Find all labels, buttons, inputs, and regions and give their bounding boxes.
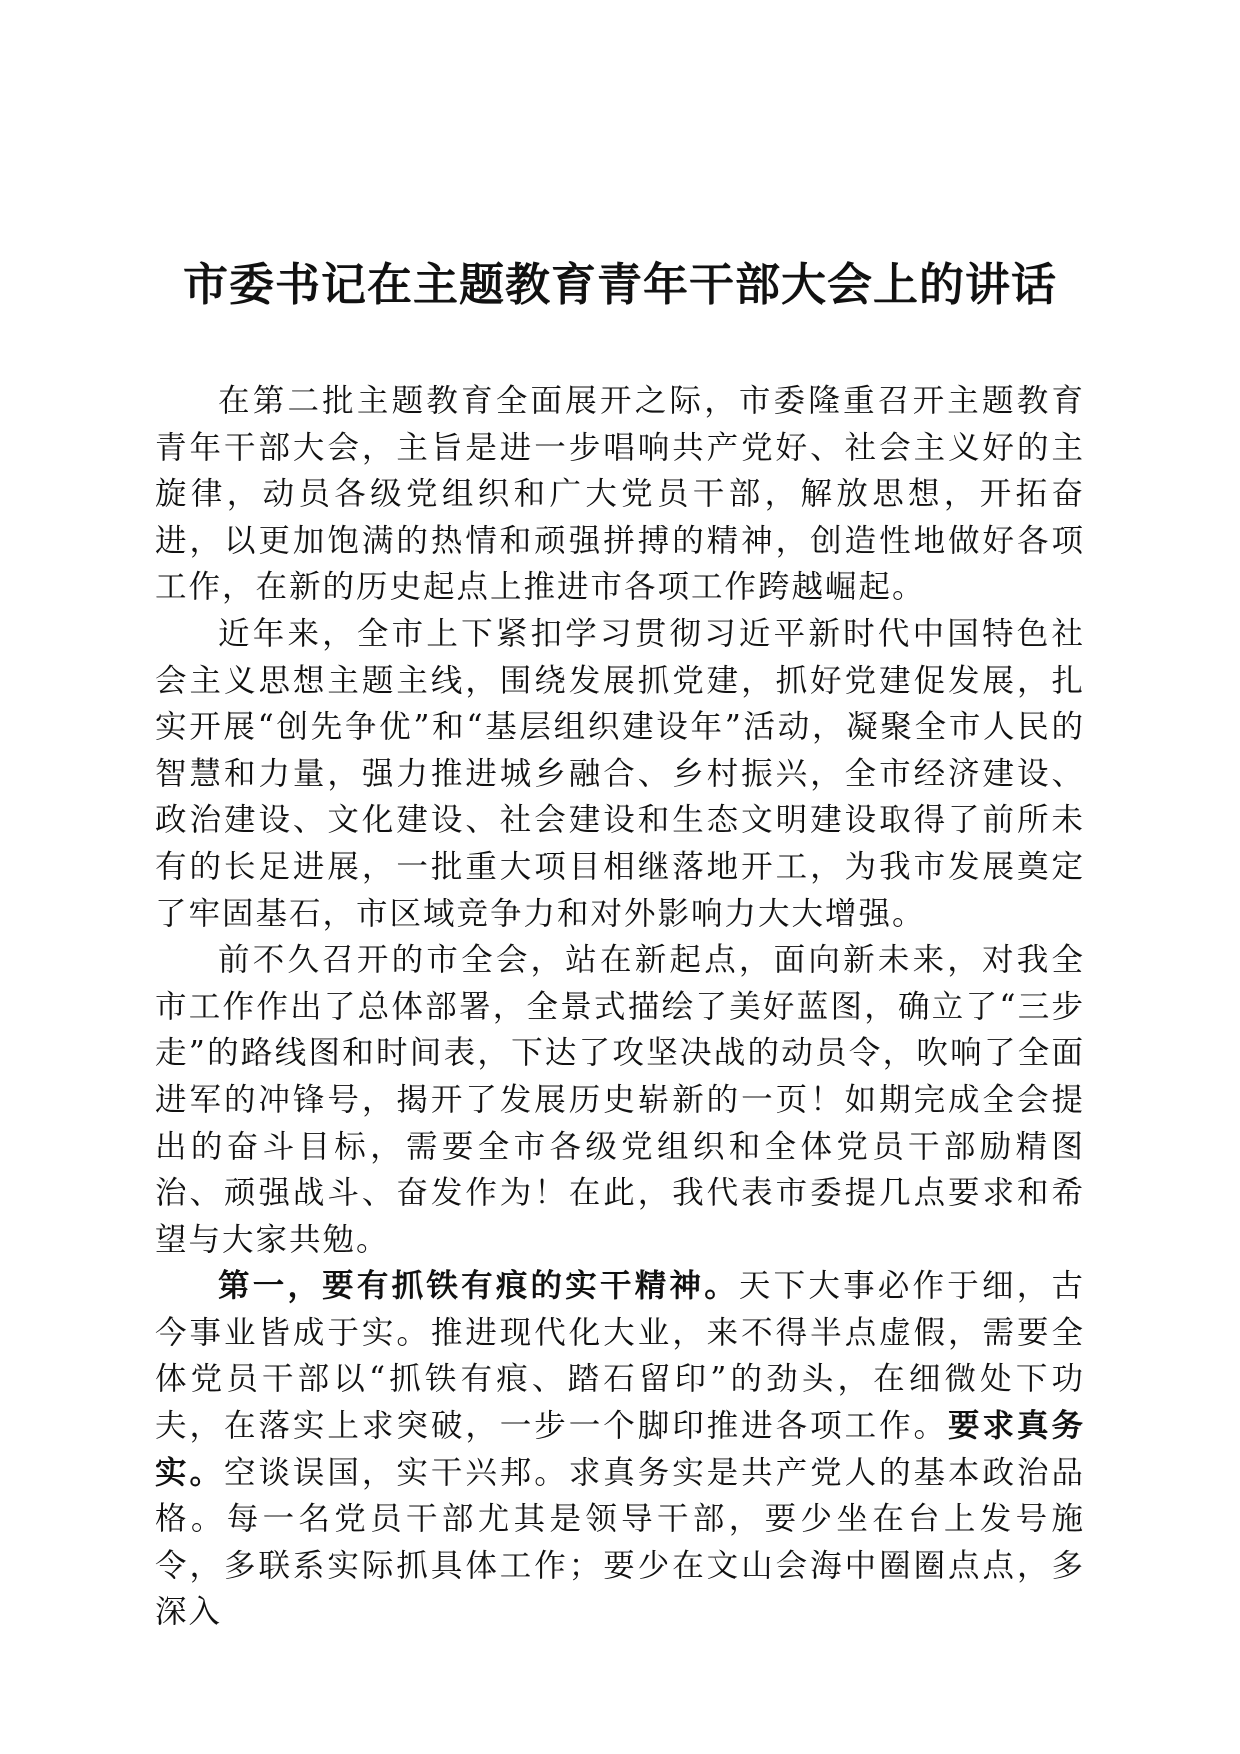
paragraph-1: 在第二批主题教育全面展开之际，市委隆重召开主题教育青年干部大会，主旨是进一步唱响共产党好、社会主义好的主旋律，动员各级党组织和广大党员干部，解放思想，开拓奋进，以更加饱满的热情和顽强拼搏的精神，创造性地做好各项工作，在新的历史起点上推进市各项工作跨越崛起。 [155, 383, 1085, 606]
subheading-seek-truth: 要求真务实。 [155, 1407, 1085, 1491]
paragraph-4-text-a: 天下大事必作于细，古今事业皆成于实。推进现代化大业，来不得半点虚假，需要全体党员干部以“抓铁有痕、踏石留印”的劲头，在细微处下功夫，在落实上求突破，一步一个脚印推进各项工作。 [155, 1268, 1085, 1445]
paragraph-4-text-b: 空谈误国，实干兴邦。求真务实是共产党人的基本政治品格。每一名党员干部尤其是领导干部，要少坐在台上发号施令，多联系实际抓具体工作；要少在文山会海中圈圈点点，多深入 [155, 1454, 1085, 1631]
document-title: 市委书记在主题教育青年干部大会上的讲话 [182, 258, 1057, 311]
paragraph-4 [155, 1263, 1085, 1636]
section-heading-first: 第一，要有抓铁有痕的实干精神。 [218, 1267, 739, 1305]
document-body [155, 378, 1085, 1636]
paragraph-3: 前不久召开的市全会，站在新起点，面向新未来，对我全市工作作出了总体部署，全景式描绘了美好蓝图，确立了“三步走”的路线图和时间表，下达了攻坚决战的动员令，吹响了全面进军的冲锋号，揭开了发展历史崭新的一页！如期完成全会提出的奋斗目标，需要全市各级党组织和全体党员干部励精图治、顽强战斗、奋发作为！在此，我代表市委提几点要求和希望与大家共勉。 [155, 942, 1085, 1258]
paragraph-2: 近年来，全市上下紧扣学习贯彻习近平新时代中国特色社会主义思想主题主线，围绕发展抓党建，抓好党建促发展，扎实开展“创先争优”和“基层组织建设年”活动，凝聚全市人民的智慧和力量，强力推进城乡融合、乡村振兴，全市经济建设、政治建设、文化建设、社会建设和生态文明建设取得了前所未有的长足进展，一批重大项目相继落地开工，为我市发展奠定了牢固基石，市区域竞争力和对外影响力大大增强。 [155, 615, 1085, 932]
